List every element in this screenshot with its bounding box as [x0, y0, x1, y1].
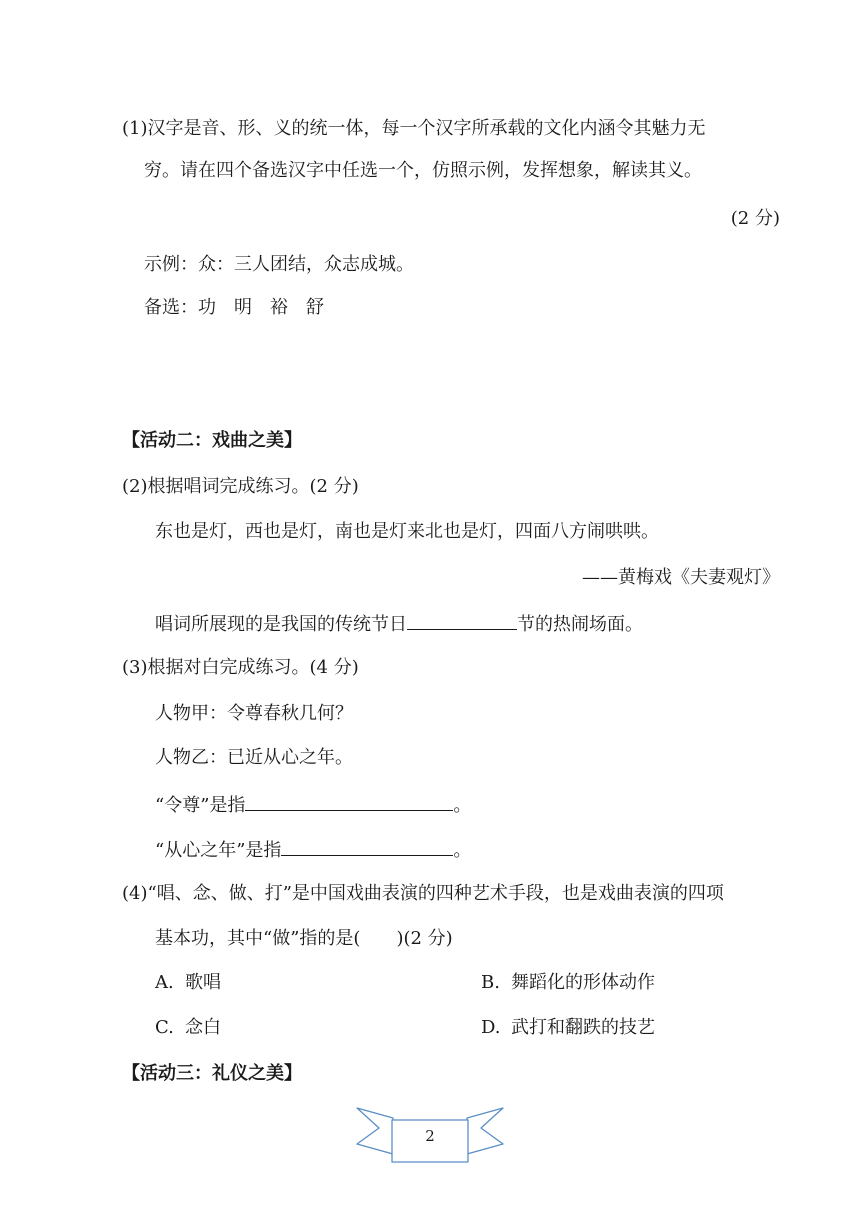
q2-source: ——黄梅戏《夫妻观灯》 [582, 567, 780, 588]
option-text: 歌唱 [185, 972, 221, 993]
q4-option-c [155, 1016, 221, 1040]
q1-options: 备选：功 明 裕 舒 [144, 297, 324, 318]
option-letter: A. [155, 972, 174, 993]
q3-fill-1-before: “令尊”是指 [155, 795, 246, 816]
q3-fill-2-before: “从心之年”是指 [155, 840, 282, 861]
q2-prompt: (2)根据唱词完成练习。(2 分) [122, 476, 359, 497]
q3-dialog-a: 人物甲：令尊春秋几何？ [155, 703, 353, 724]
q3-prompt: (3)根据对白完成练习。(4 分) [122, 657, 359, 678]
page-number: 2 [425, 1127, 435, 1145]
activity-2-heading: 【活动二：戏曲之美】 [122, 430, 302, 451]
option-letter: D. [481, 1017, 501, 1038]
q2-blank [407, 611, 517, 630]
activity-3-heading: 【活动三：礼仪之美】 [122, 1063, 302, 1084]
q4-option-b [481, 971, 655, 995]
q2-fill [155, 611, 643, 637]
q4-line-2 [155, 927, 453, 951]
q3-fill-2-period: 。 [453, 840, 472, 861]
option-text: 舞蹈化的形体动作 [511, 972, 655, 993]
q2-fill-before: 唱词所展现的是我国的传统节日 [155, 614, 407, 635]
q3-blank-2 [281, 837, 453, 856]
q1-example: 示例：众：三人团结，众志成城。 [144, 254, 414, 275]
q1-line-1: (1)汉字是音、形、义的统一体，每一个汉字所承载的文化内涵令其魅力无 [122, 118, 706, 139]
q1-line-2: 穷。请在四个备选汉字中任选一个，仿照示例，发挥想象，解读其义。 [144, 160, 702, 181]
q3-blank-1 [245, 792, 453, 811]
option-text: 武打和翻跌的技艺 [511, 1017, 655, 1038]
q1-points: (2 分) [730, 208, 780, 229]
q4-option-a [155, 971, 221, 995]
q3-fill-1 [155, 792, 471, 818]
q3-fill-1-period: 。 [453, 795, 472, 816]
q4-option-d [481, 1016, 655, 1040]
option-text: 念白 [185, 1017, 221, 1038]
q3-dialog-b: 人物乙：已近从心之年。 [155, 747, 353, 768]
q4-line-2-after: )(2 分) [396, 928, 453, 949]
q4-line-2-before: 基本功，其中“做”指的是( [155, 928, 361, 949]
q2-fill-after: 节的热闹场面。 [517, 614, 643, 635]
q3-fill-2 [155, 837, 471, 863]
option-letter: C. [155, 1017, 174, 1038]
q2-lyric: 东也是灯，西也是灯，南也是灯来北也是灯，四面八方闹哄哄。 [155, 521, 659, 542]
q4-line-1: (4)“唱、念、做、打”是中国戏曲表演的四种艺术手段，也是戏曲表演的四项 [122, 883, 724, 904]
option-letter: B. [481, 972, 500, 993]
